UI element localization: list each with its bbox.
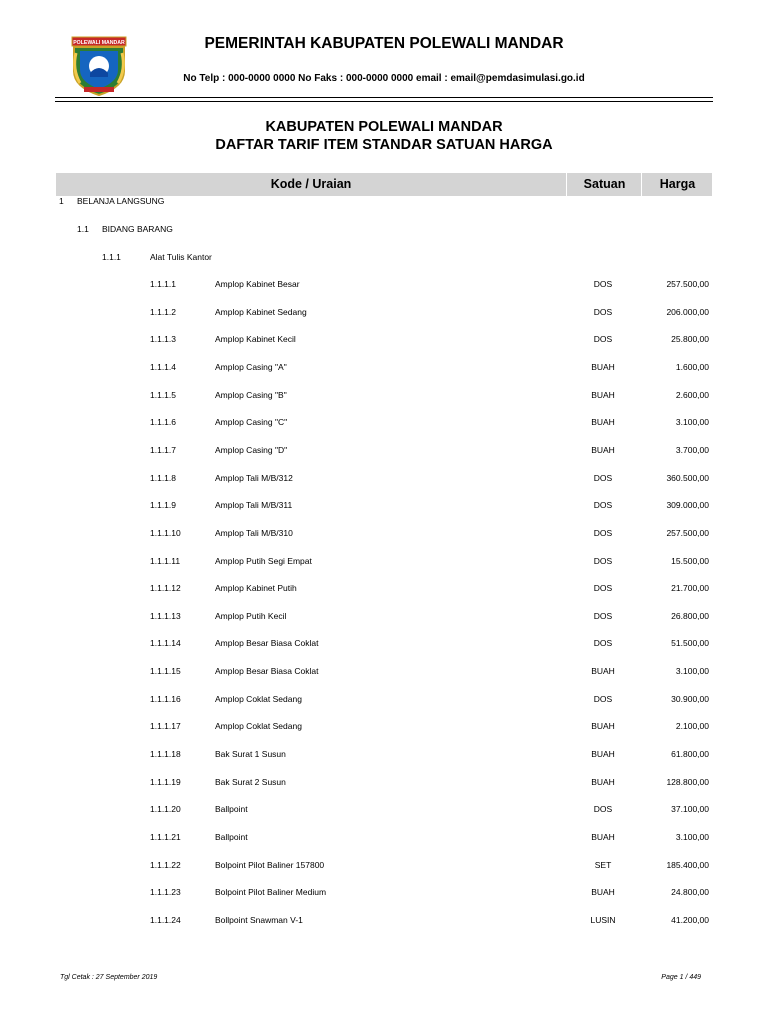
item-unit: DOS: [593, 583, 613, 594]
item-price: 3.700,00: [675, 444, 709, 455]
item-unit: DOS: [593, 693, 613, 704]
group-row: [0, 194, 768, 208]
item-unit: SET: [594, 859, 612, 870]
item-code: 1.1.1.8: [150, 472, 176, 483]
item-code: 1.1.1.17: [150, 721, 181, 732]
table-row: [0, 775, 768, 789]
item-price: 3.100,00: [675, 417, 709, 428]
item-unit: BUAH: [591, 721, 615, 732]
item-price: 37.100,00: [671, 804, 709, 815]
item-description: Bak Surat 1 Susun: [215, 749, 286, 760]
item-price: 2.100,00: [675, 721, 709, 732]
item-price: 3.100,00: [675, 832, 709, 842]
item-code: 1.1.1.1: [150, 279, 176, 289]
item-description: Amplop Tali M/B/312: [215, 472, 293, 483]
table-row: [0, 885, 768, 899]
item-unit: DOS: [593, 638, 613, 649]
item-unit: DOS: [593, 334, 613, 345]
logo-banner-text: POLEWALI MANDAR: [73, 40, 125, 46]
item-code: 1.1.1.20: [150, 804, 181, 815]
item-price: 257.500,00: [666, 279, 709, 289]
item-description: Amplop Casing "A": [215, 361, 287, 372]
item-description: Amplop Kabinet Besar: [215, 279, 300, 289]
item-code: 1.1.1.9: [150, 500, 176, 511]
item-price: 360.500,00: [666, 472, 709, 483]
item-unit: BUAH: [591, 776, 615, 787]
table-row: [0, 554, 768, 568]
item-code: 1.1.1.23: [150, 887, 181, 898]
item-description: Amplop Coklat Sedang: [215, 721, 302, 732]
item-code: 1.1.1.24: [150, 914, 181, 925]
table-row: [0, 692, 768, 706]
group-description: BELANJA LANGSUNG: [77, 196, 165, 206]
item-unit: DOS: [593, 804, 613, 815]
item-price: 41.200,00: [671, 914, 709, 925]
group-code: 1: [59, 196, 64, 206]
table-row: [0, 830, 768, 844]
item-description: Bollpoint Snawman V-1: [215, 914, 303, 925]
item-price: 2.600,00: [675, 389, 709, 400]
item-code: 1.1.1.11: [150, 555, 181, 566]
item-description: Amplop Putih Kecil: [215, 610, 287, 621]
item-description: Amplop Casing "D": [215, 444, 288, 455]
group-row: [0, 250, 768, 264]
item-code: 1.1.1.16: [150, 693, 181, 704]
item-code: 1.1.1.5: [150, 389, 176, 400]
item-description: Amplop Kabinet Sedang: [215, 306, 307, 317]
item-unit: BUAH: [591, 749, 615, 760]
item-code: 1.1.1.7: [150, 444, 176, 455]
item-code: 1.1.1.6: [150, 417, 176, 428]
item-price: 128.800,00: [666, 776, 709, 787]
item-code: 1.1.1.13: [150, 610, 181, 621]
item-unit: DOS: [593, 279, 613, 289]
table-row: [0, 360, 768, 374]
table-row: [0, 913, 768, 927]
item-unit: DOS: [593, 555, 613, 566]
table-row: [0, 581, 768, 595]
item-code: 1.1.1.3: [150, 334, 176, 345]
item-price: 25.800,00: [671, 334, 709, 345]
table-row: [0, 719, 768, 733]
item-description: Amplop Kabinet Kecil: [215, 334, 296, 345]
group-description: Alat Tulis Kantor: [150, 252, 212, 262]
item-description: Amplop Coklat Sedang: [215, 693, 302, 704]
item-price: 309.000,00: [666, 500, 709, 511]
item-code: 1.1.1.10: [150, 527, 181, 538]
item-unit: BUAH: [591, 887, 615, 898]
header-divider-thin: [55, 101, 713, 102]
item-description: Ballpoint: [215, 832, 248, 842]
table-row: [0, 802, 768, 816]
table-row: [0, 526, 768, 540]
item-price: 61.800,00: [671, 749, 709, 760]
item-description: Amplop Casing "C": [215, 417, 288, 428]
item-unit: DOS: [593, 306, 613, 317]
column-header-satuan: Satuan: [566, 173, 642, 196]
item-description: Amplop Casing "B": [215, 389, 287, 400]
table-row: [0, 858, 768, 872]
item-description: Amplop Putih Segi Empat: [215, 555, 312, 566]
item-code: 1.1.1.22: [150, 859, 181, 870]
group-code: 1.1.1: [102, 252, 121, 262]
item-description: Amplop Tali M/B/311: [215, 500, 293, 511]
item-description: Amplop Besar Biasa Coklat: [215, 666, 319, 677]
item-unit: BUAH: [591, 666, 615, 677]
item-price: 15.500,00: [671, 555, 709, 566]
item-code: 1.1.1.19: [150, 776, 181, 787]
item-description: Bolpoint Pilot Baliner Medium: [215, 887, 327, 898]
item-description: Ballpoint: [215, 804, 248, 815]
table-row: [0, 443, 768, 457]
item-code: 1.1.1.15: [150, 666, 181, 677]
item-price: 1.600,00: [675, 361, 709, 372]
item-code: 1.1.1.4: [150, 361, 176, 372]
table-header: [56, 173, 712, 196]
item-unit: BUAH: [591, 389, 615, 400]
group-description: BIDANG BARANG: [102, 224, 173, 234]
group-row: [0, 222, 768, 236]
table-row: [0, 388, 768, 402]
table-row: [0, 415, 768, 429]
item-code: 1.1.1.2: [150, 306, 176, 317]
item-code: 1.1.1.18: [150, 749, 181, 760]
item-unit: BUAH: [591, 832, 615, 842]
item-description: Amplop Kabinet Putih: [215, 583, 297, 594]
table-row: [0, 471, 768, 485]
item-unit: DOS: [593, 610, 613, 621]
item-code: 1.1.1.21: [150, 832, 181, 842]
table-row: [0, 277, 768, 291]
page-number: Page 1 / 449: [661, 974, 701, 981]
header-divider: [55, 97, 713, 98]
item-price: 257.500,00: [666, 527, 709, 538]
column-header-kode-uraian: Kode / Uraian: [270, 177, 352, 191]
item-price: 51.500,00: [671, 638, 709, 649]
print-date: Tgl Cetak : 27 September 2019: [60, 974, 158, 981]
item-unit: BUAH: [591, 444, 615, 455]
item-price: 24.800,00: [671, 887, 709, 898]
item-unit: BUAH: [591, 417, 615, 428]
item-description: Bak Surat 2 Susun: [215, 776, 286, 787]
table-row: [0, 664, 768, 678]
contact-info: No Telp : 000-0000 0000 No Faks : 000-0000 0000 email : email@pemdasimulasi.go.id: [183, 73, 585, 84]
item-price: 3.100,00: [675, 666, 709, 677]
item-price: 206.000,00: [666, 306, 709, 317]
item-price: 30.900,00: [671, 693, 709, 704]
item-code: 1.1.1.14: [150, 638, 181, 649]
table-row: [0, 332, 768, 346]
item-unit: DOS: [593, 472, 613, 483]
table-row: [0, 498, 768, 512]
group-code: 1.1: [77, 224, 89, 234]
item-price: 185.400,00: [666, 859, 709, 870]
table-row: [0, 636, 768, 650]
table-row: [0, 305, 768, 319]
item-description: Amplop Tali M/B/310: [215, 527, 293, 538]
item-price: 26.800,00: [671, 610, 709, 621]
item-price: 21.700,00: [671, 583, 709, 594]
item-unit: DOS: [593, 527, 613, 538]
item-description: Bolpoint Pilot Baliner 157800: [215, 859, 325, 870]
item-unit: LUSIN: [590, 914, 616, 925]
government-title: PEMERINTAH KABUPATEN POLEWALI MANDAR: [204, 35, 564, 52]
item-unit: BUAH: [591, 361, 615, 372]
table-row: [0, 609, 768, 623]
item-code: 1.1.1.12: [150, 583, 181, 594]
document-title-line1: KABUPATEN POLEWALI MANDAR: [265, 119, 503, 135]
document-title-line2: DAFTAR TARIF ITEM STANDAR SATUAN HARGA: [215, 137, 553, 153]
item-unit: DOS: [593, 500, 613, 511]
column-header-harga: Harga: [641, 173, 713, 196]
table-row: [0, 747, 768, 761]
item-description: Amplop Besar Biasa Coklat: [215, 638, 319, 649]
